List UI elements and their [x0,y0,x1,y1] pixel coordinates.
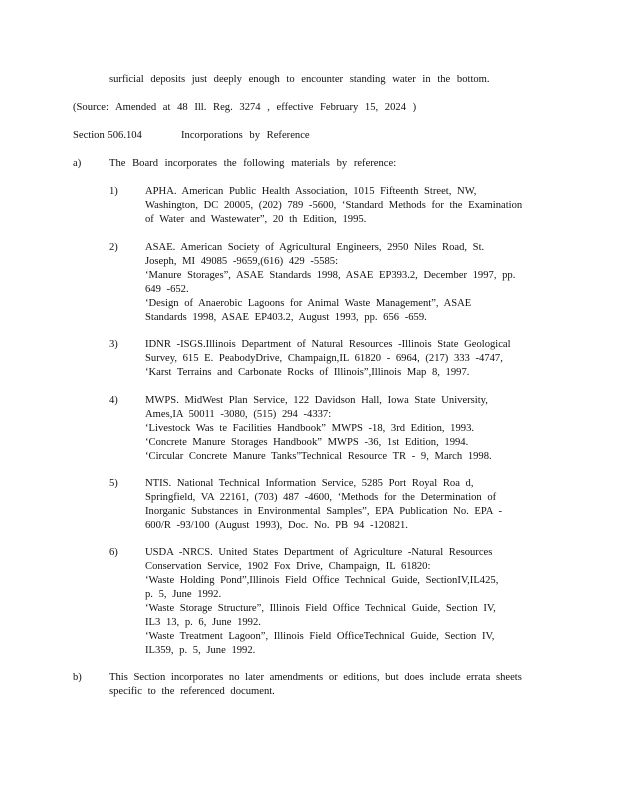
item-number: 3) [109,339,118,350]
item-body [145,477,535,533]
item-line: ‘Livestock Was te Facilities Handbook” MWPS -18, 3rd Edition, 1993. [145,423,475,434]
subsection-b-line: This Section incorporates no later amendments or editions, but does include errata sheets [109,672,522,683]
item-line: ‘Karst Terrains and Carbonate Rocks of Illinois”,Illinois Map 8, 1997. [145,367,470,378]
item-line: IDNR -ISGS.Illinois Department of Natural Resources -Illinois State Geological [145,339,511,350]
subsection-a-text: The Board incorporates the following materials by reference: [109,158,397,169]
item-line: IL3 13, p. 6, June 1992. [145,617,261,628]
item-line: ‘Waste Treatment Lagoon”, Illinois Field OfficeTechnical Guide, Section IV, [145,631,495,642]
continuation-text: surficial deposits just deeply enough to encounter standing water in the bottom. [109,74,490,85]
item-number: 4) [109,395,118,406]
item-line: IL359, p. 5, June 1992. [145,645,256,656]
item-line: Washington, DC 20005, (202) 789 -5600, ‘Standard Methods for the Examination [145,200,523,211]
item-line: p. 5, June 1992. [145,589,222,600]
subsection-b-body [109,671,539,699]
item-line: ‘Circular Concrete Manure Tanks”Technical Resource TR - 9, March 1998. [145,451,492,462]
item-line: Standards 1998, ASAE EP403.2, August 1993, pp. 656 -659. [145,312,427,323]
item-line: ‘Waste Storage Structure”, Illinois Field Office Technical Guide, Section IV, [145,603,496,614]
item-line: Inorganic Substances in Environmental Samples”, EPA Publication No. EPA - [145,506,503,517]
item-body [145,546,535,658]
item-line: ‘Manure Storages”, ASAE Standards 1998, ASAE EP393.2, December 1997, pp. [145,270,516,281]
item-line: ‘Design of Anaerobic Lagoons for Animal Waste Management”, ASAE [145,298,472,309]
item-line: Survey, 615 E. PeabodyDrive, Champaign,IL 61820 - 6964, (217) 333 -4747, [145,353,503,364]
subsection-b-line: specific to the referenced document. [109,686,275,697]
item-number: 6) [109,547,118,558]
item-body [145,394,535,464]
item-body [145,241,535,325]
subsection-a-marker: a) [73,158,82,169]
subsection-b-marker: b) [73,672,82,683]
item-line: ASAE. American Society of Agricultural Engineers, 2950 Niles Road, St. [145,242,485,253]
item-number: 1) [109,186,118,197]
item-line: USDA -NRCS. United States Department of Agriculture -Natural Resources [145,547,493,558]
item-line: Conservation Service, 1902 Fox Drive, Champaign, IL 61820: [145,561,431,572]
item-line: ‘Concrete Manure Storages Handbook” MWPS -36, 1st Edition, 1994. [145,437,469,448]
item-line: 649 -652. [145,284,189,295]
section-label: Section 506.104 [73,130,142,141]
item-line: ‘Waste Holding Pond”,Illinois Field Office Technical Guide, SectionIV,IL425, [145,575,499,586]
item-number: 2) [109,242,118,253]
item-line: Ames,IA 50011 -3080, (515) 294 -4337: [145,409,332,420]
source-note: (Source: Amended at 48 Ill. Reg. 3274 , effective February 15, 2024 ) [73,102,417,113]
item-line: NTIS. National Technical Information Service, 5285 Port Royal Roa d, [145,478,474,489]
item-body [145,338,535,380]
item-line: MWPS. MidWest Plan Service, 122 Davidson Hall, Iowa State University, [145,395,488,406]
item-body [145,185,535,227]
item-line: of Water and Wastewater”, 20 th Edition, 1995. [145,214,367,225]
section-title: Incorporations by Reference [181,130,310,141]
item-line: Springfield, VA 22161, (703) 487 -4600, ‘Methods for the Determination of [145,492,497,503]
item-line: 600/R -93/100 (August 1993), Doc. No. PB 94 -120821. [145,520,408,531]
item-number: 5) [109,478,118,489]
item-line: APHA. American Public Health Association, 1015 Fifteenth Street, NW, [145,186,477,197]
item-line: Joseph, MI 49085 -9659,(616) 429 -5585: [145,256,339,267]
